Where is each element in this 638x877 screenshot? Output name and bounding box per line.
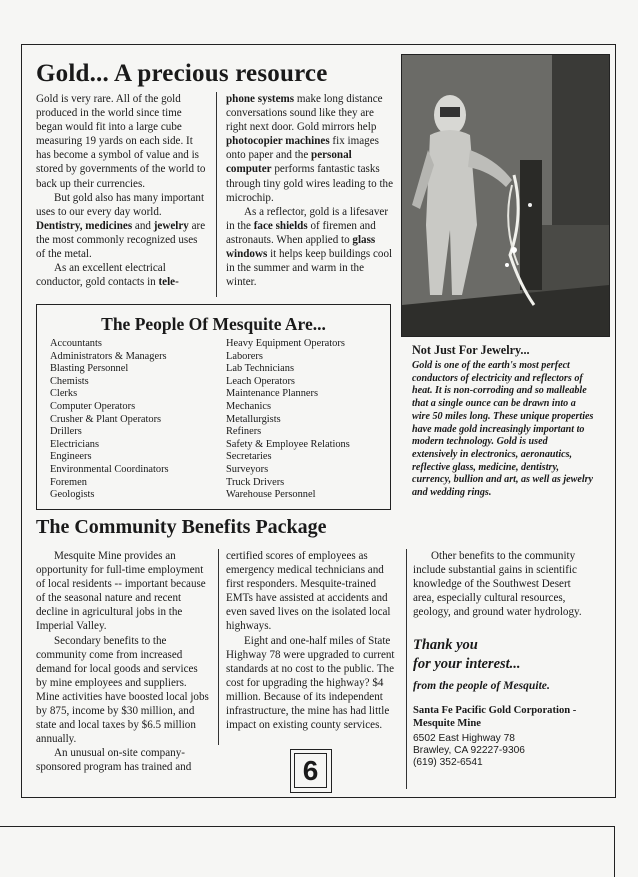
community-section-title: The Community Benefits Package	[36, 516, 327, 538]
job-title: Maintenance Planners	[226, 388, 319, 400]
job-title: Administrators & Managers	[50, 350, 167, 362]
text-run: certified scores of employees as emergency medical technicians and first responders. Mesquite-trained EMTs have assisted at accidents and even saved lives on the isolated local highways.	[226, 550, 391, 633]
gold-article-column-1	[36, 92, 206, 289]
bold-phrase: phone systems	[226, 93, 295, 105]
thank-you-line-1: Thank you	[413, 637, 478, 653]
text-run: fix images onto paper and the	[226, 135, 379, 162]
paragraph	[226, 92, 394, 205]
job-list-left	[50, 338, 169, 502]
people-of-mesquite-box	[36, 304, 391, 510]
text-run: An unusual on-site company-sponsored program has trained and	[36, 747, 192, 774]
page-number: 6	[294, 753, 327, 788]
job-title: Secretaries	[226, 451, 272, 463]
text-run: are the most commonly recognized uses of the metal.	[36, 219, 206, 261]
bold-phrase: Dentistry, medicines	[36, 219, 133, 232]
job-title: Engineers	[50, 451, 92, 463]
text-run: it helps keep buildings cool in the summer and warm in the winter.	[226, 248, 393, 289]
text-run: Gold is very rare. All of the gold produced in the world since time began would fit into a large cube measuring 19 yards on each side. It has become a symbol of value and is stored by governments of the world to back up their currencies.	[36, 93, 206, 190]
text-run: Mesquite Mine provides an opportunity for full-time employment of local residents -- important because of the seasonal nature and recent decline in agricultural jobs in the Imperial Valley.	[36, 550, 206, 633]
bold-phrase: tele-	[158, 276, 179, 289]
paragraph	[413, 549, 587, 619]
bottom-rule-vertical	[614, 826, 615, 877]
text-run: As an excellent electrical conductor, gold contacts in	[36, 262, 166, 289]
paragraph	[226, 634, 398, 733]
from-signature: from the people of Mesquite.	[413, 679, 550, 692]
job-title: Refiners	[226, 426, 262, 438]
job-title: Laborers	[226, 350, 263, 362]
text-run: of firemen and astronauts. When applied to	[226, 219, 376, 246]
company-name: Santa Fe Pacific Gold Corporation - Mesquite Mine	[413, 705, 577, 729]
sidebar-not-just-for-jewelry	[412, 343, 594, 500]
people-box-title: The People Of Mesquite Are...	[101, 314, 326, 334]
text-run: But gold also has many important uses to our every day world.	[36, 191, 205, 218]
job-title: Truck Drivers	[226, 476, 285, 488]
column-divider	[406, 549, 407, 789]
job-title: Lab Technicians	[226, 363, 295, 375]
job-title: Accountants	[50, 338, 102, 349]
goldsmith-photo	[401, 54, 610, 337]
sidebar-body: Gold is one of the earth's most perfect conductors of electricity and reflectors of heat. It is non-corroding and so malleable that a single ounce can be drawn into a wire 50 miles long. These unique properties have made gold increasingly important to modern technology. Gold is used extensively in electronics, aeronautics, reflective glass, medicine, dentistry, currency, bullion and art, as well as jewelry and wedding rings.	[412, 360, 594, 499]
text-run: As a reflector, gold is a lifesaver in the	[226, 205, 389, 232]
text-run: make long distance conversations sound like they are right next door. Gold mirrors help	[226, 93, 383, 134]
job-title: Blasting Personnel	[50, 363, 129, 375]
headline: Gold... A precious resource	[36, 60, 328, 87]
community-column-3	[413, 549, 587, 619]
job-title: Mechanics	[226, 400, 272, 412]
address-line: Brawley, CA 92227-9306	[413, 745, 525, 757]
job-title: Drillers	[50, 426, 82, 438]
text-run: and	[132, 219, 154, 232]
job-title: Heavy Equipment Operators	[226, 338, 345, 349]
text-run: Other benefits to the community include substantial gains in scientific knowledge of the Southwest Desert area, especially cultural resources, geology, and ground water hydrology.	[413, 550, 582, 619]
job-title: Chemists	[50, 375, 89, 387]
gold-article-column-2	[226, 92, 394, 289]
address-line: 6502 East Highway 78	[413, 733, 515, 744]
paragraph	[36, 261, 206, 289]
sidebar-title: Not Just For Jewelry...	[412, 343, 530, 357]
bold-phrase: face shields	[253, 219, 308, 232]
job-title: Metallurgists	[226, 413, 281, 425]
bold-phrase: photocopier machines	[226, 135, 330, 148]
text-run: Eight and one-half miles of State Highway 78 were upgraded to current standards at no cost to the public. The cost for upgrading the highway? $4 million. Because of its independent infrastructure, the mine has had little impact on existing county services.	[226, 634, 395, 732]
address-line: (619) 352-6541	[413, 757, 483, 769]
job-title: Geologists	[50, 489, 95, 501]
community-column-1	[36, 549, 210, 775]
job-title: Environmental Coordinators	[50, 463, 169, 475]
bold-phrase: glass windows	[226, 233, 376, 261]
job-title: Electricians	[50, 438, 100, 450]
bold-phrase: personal computer	[226, 149, 352, 176]
job-title: Warehouse Personnel	[226, 489, 316, 501]
column-divider	[218, 549, 219, 745]
paragraph	[36, 191, 206, 261]
page-number-box	[290, 749, 332, 793]
bold-phrase: jewelry	[153, 219, 189, 232]
paragraph	[36, 634, 210, 747]
paragraph	[226, 205, 394, 290]
paragraph	[226, 549, 398, 634]
paragraph	[36, 746, 210, 774]
goldsmith-photo-image	[402, 55, 609, 336]
text-run: performs fantastic tasks through tiny gold wires leading to the microchip.	[226, 163, 393, 204]
thank-you-line-2: for your interest...	[413, 656, 521, 672]
job-title: Surveyors	[226, 463, 269, 475]
company-address	[413, 733, 525, 770]
job-title: Clerks	[50, 388, 78, 400]
job-title: Crusher & Plant Operators	[50, 413, 162, 425]
job-title: Computer Operators	[50, 400, 136, 412]
text-run: Secondary benefits to the community come from increased demand for local goods and services by mine employees and suppliers. Mine activities have boosted local jobs by 875, income by $30 million, and state and local taxes by $6.5 million annually.	[36, 634, 209, 746]
job-title: Safety & Employee Relations	[226, 438, 350, 450]
job-title: Foremen	[50, 476, 87, 488]
community-column-2	[226, 549, 398, 732]
column-divider	[216, 92, 217, 297]
thank-you-message	[413, 636, 521, 674]
paragraph	[36, 92, 206, 191]
paragraph	[36, 549, 210, 634]
job-list-right	[226, 338, 350, 502]
bottom-rule	[0, 826, 615, 827]
job-title: Leach Operators	[226, 375, 295, 387]
